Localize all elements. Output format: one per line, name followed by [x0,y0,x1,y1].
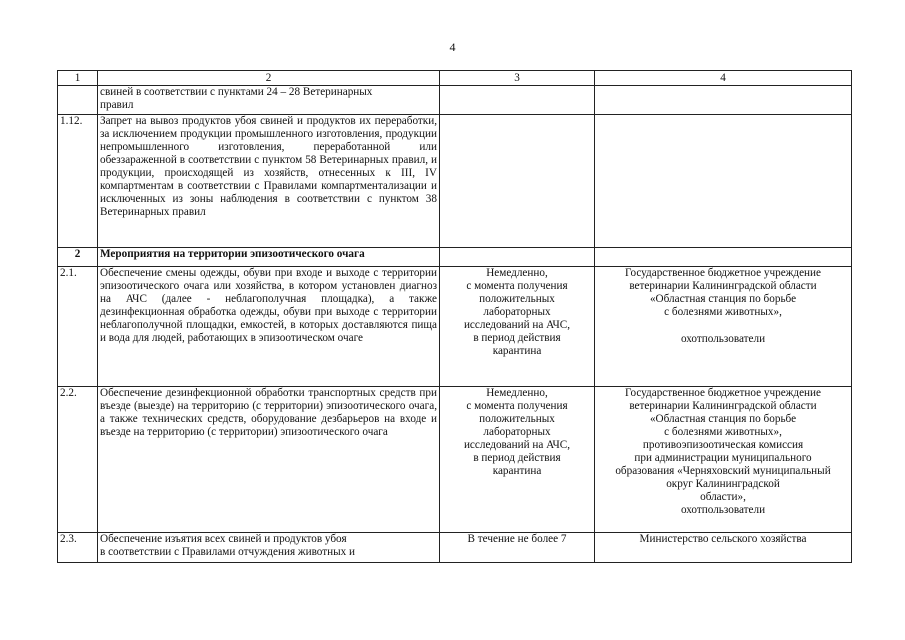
term-line: исследований на АЧС, [463,319,571,331]
term-line: карантина [492,465,542,477]
measure-text-line: в соответствии с Правилами отчуждения животных и [100,546,356,558]
measure-responsible: Министерство сельского хозяйства [595,533,852,563]
row-number: 2.3. [58,533,98,563]
table-header-row [58,71,852,86]
term-line: в период действия [473,332,561,344]
measure-responsible [595,115,852,248]
page-number: 4 [449,40,456,54]
term-line: карантина [492,345,542,357]
term-line: положительных [479,293,555,305]
responsible-line: с болезнями животных», [664,306,782,318]
measure-text [98,533,440,563]
measure-term [440,267,595,387]
measure-text: Обеспечение дезинфекционной обработки транспортных средств при въезде (выезде) на территорию (с территории) эпизоотического очага, а также технических средств, оборудование дезбарьеров на входе и въезде на территорию (с территории) эпизоотического очага [98,387,440,533]
term-line: в период действия [473,452,561,464]
responsible-line: с болезнями животных», [664,426,782,438]
responsible-line: ветеринарии Калининградской области [629,400,817,412]
responsible-line: противоэпизоотическая комиссия [642,439,804,451]
table-row-1-12 [58,115,852,248]
column-header-2: 2 [98,71,440,86]
responsible-line: охотпользователи [680,504,766,516]
responsible-line: области», [700,491,746,503]
measure-text-line: свиней в соответствии с пунктами 24 – 28 Ветеринарных [100,86,373,98]
responsible-line: ветеринарии Калининградской области [629,280,817,292]
measure-text: Запрет на вывоз продуктов убоя свиней и продуктов их переработки, за исключением продукции промышленного изготовления, продукции непромышленного изготовления, переработанной или обеззараженной в соответствии с пунктом 58 Ветеринарных правил, и продукции, происходящей из хозяйств, отнесенных к III, IV компартментам в соответствии с Правилами компартментализации и исключенных из зоны наблюдения в соответствии с пунктом 38 Ветеринарных правил [98,115,440,248]
term-line: Немедленно, [486,267,548,279]
responsible-line: охотпользователи [680,333,766,345]
row-number: 2.2. [58,387,98,533]
table-row-2-1 [58,267,852,387]
term-line: лабораторных [483,426,551,438]
row-number: 2.1. [58,267,98,387]
section-number: 2 [58,248,98,267]
measure-responsible [595,267,852,387]
row-number [58,86,98,115]
responsible-line: Государственное бюджетное учреждение [624,267,821,279]
column-header-4: 4 [595,71,852,86]
measure-term [440,115,595,248]
term-line: исследований на АЧС, [463,439,571,451]
measure-text-line: Обеспечение изъятия всех свиней и продуктов убоя [100,533,347,545]
term-line: лабораторных [483,306,551,318]
measure-term [440,86,595,115]
term-line: Немедленно, [486,387,548,399]
measure-text-line: правил [100,99,134,111]
section-empty-cell [440,248,595,267]
column-header-3: 3 [440,71,595,86]
responsible-line: Государственное бюджетное учреждение [624,387,821,399]
table-row-2-2 [58,387,852,533]
column-header-1: 1 [58,71,98,86]
spacer [597,319,849,333]
measure-responsible [595,86,852,115]
table-row-continuation [58,86,852,115]
term-line: с момента получения [466,400,568,412]
responsible-line: образования «Черняховский муниципальный [615,465,831,477]
section-title: Мероприятия на территории эпизоотического очага [98,248,440,267]
measure-term: В течение не более 7 [440,533,595,563]
section-row-2 [58,248,852,267]
table-row-2-3 [58,533,852,563]
responsible-line: округ Калининградской [666,478,780,490]
measure-responsible [595,387,852,533]
measure-text: Обеспечение смены одежды, обуви при входе и выходе с территории эпизоотического очага или хозяйства, в котором установлен диагноз на АЧС (далее - неблагополучная площадка), а также дезинфекционная обработка одежды, обуви при выходе с территории неблагополучной площадки, емкостей, в которых доставляются пища и вода для людей, работающих в эпизоотическом очаге [98,267,440,387]
responsible-line: «Областная станция по борьбе [649,293,797,305]
responsible-line: «Областная станция по борьбе [649,413,797,425]
measure-term [440,387,595,533]
responsible-line: при администрации муниципального [634,452,812,464]
measure-text [98,86,440,115]
measures-table [57,70,852,563]
row-number: 1.12. [58,115,98,248]
term-line: положительных [479,413,555,425]
term-line: с момента получения [466,280,568,292]
section-empty-cell [595,248,852,267]
